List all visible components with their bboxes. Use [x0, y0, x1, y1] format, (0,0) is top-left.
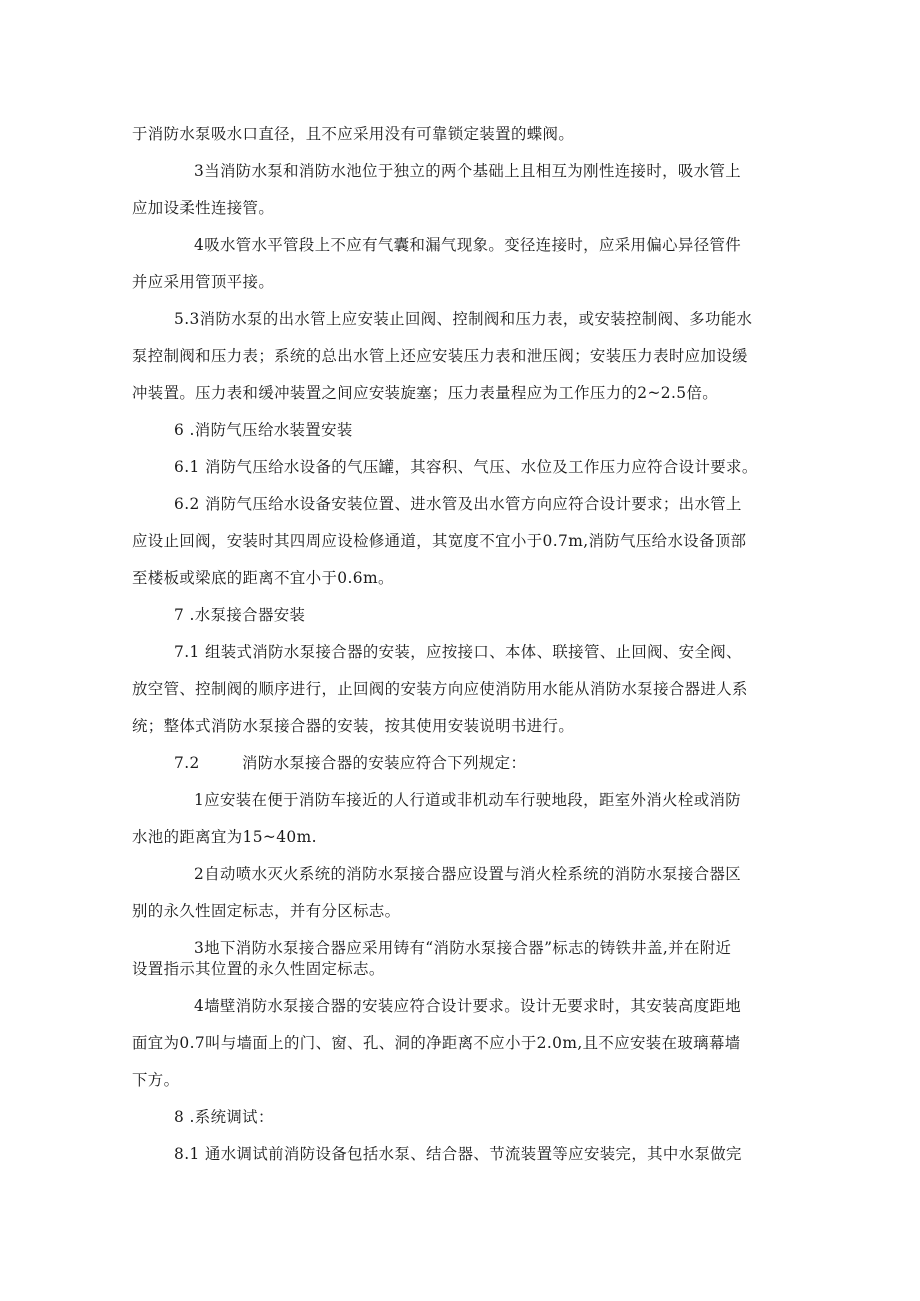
text-line: 下方。	[132, 1071, 180, 1089]
text-line: 面宜为0.7叫与墙面上的门、窗、孔、洞的净距离不应小于2.0m,且不应安装在玻璃幕墙	[132, 1034, 741, 1052]
text-line: 6.1 消防气压给水设备的气压罐，其容积、气压、水位及工作压力应符合设计要求。	[174, 458, 758, 476]
text-line: 4墙壁消防水泵接合器的安装应符合设计要求。设计无要求时，其安装高度距地	[194, 997, 742, 1015]
text-line: 至楼板或梁底的距离不宜小于0.6m。	[132, 569, 394, 587]
text-line: 冲装置。压力表和缓冲装置之间应安装旋塞；压力表量程应为工作压力的2~2.5倍。	[132, 384, 719, 402]
text-line: 7.1 组装式消防水泵接合器的安装，应按接口、本体、联接管、止回阀、安全阀、	[174, 643, 742, 661]
section-heading: 7 .水泵接合器安装	[174, 606, 306, 624]
text-line: 设置指示其位置的永久性固定标志。	[132, 960, 385, 978]
text-line: 5.3消防水泵的出水管上应安装止回阀、控制阀和压力表，或安装控制阀、多功能水	[174, 310, 753, 328]
text-line: 4吸水管水平管段上不应有气囊和漏气现象。变径连接时，应采用偏心异径管件	[194, 236, 742, 254]
text-line: 于消防水泵吸水口直径，且不应采用没有可靠锁定装置的蝶阀。	[132, 125, 575, 143]
text-line: 8.1 通水调试前消防设备包括水泵、结合器、节流装置等应安装完，其中水泵做完	[174, 1145, 742, 1163]
text-line: 应设止回阀，安装时其四周应设检修通道，其宽度不宜小于0.7m,消防气压给水设备顶部	[132, 532, 747, 550]
text-line: 应加设柔性连接管。	[132, 199, 275, 217]
section-heading: 8 .系统调试：	[174, 1108, 274, 1126]
text-line: 6.2 消防气压给水设备安装位置、进水管及出水管方向应符合设计要求；出水管上	[174, 495, 742, 513]
text-line: 并应采用管顶平接。	[132, 273, 275, 291]
text-line: 2自动喷水灭火系统的消防水泵接合器应设置与消火栓系统的消防水泵接合器区	[194, 865, 742, 883]
text-line: 3当消防水泵和消防水池位于独立的两个基础上且相互为刚性连接时，吸水管上	[194, 162, 742, 180]
text-line: 1应安装在便于消防车接近的人行道或非机动车行驶地段，距室外消火栓或消防	[194, 791, 742, 809]
text-line: 3地下消防水泵接合器应采用铸有“消防水泵接合器”标志的铸铁井盖,并在附近	[194, 939, 732, 957]
text-line: 别的永久性固定标志，并有分区标志。	[132, 902, 401, 920]
text-line: 水池的距离宜为15~40m.	[132, 828, 317, 846]
section-heading: 6 .消防气压给水装置安装	[174, 421, 353, 439]
text-line: 统；整体式消防水泵接合器的安装，按其使用安装说明书进行。	[132, 717, 575, 735]
text-line: 泵控制阀和压力表；系统的总出水管上还应安装压力表和泄压阀；安装压力表时应加设缓	[132, 347, 748, 365]
text-line: 7.2 消防水泵接合器的安装应符合下列规定：	[174, 754, 527, 772]
text-line: 放空管、控制阀的顺序进行，止回阀的安装方向应使消防用水能从消防水泵接合器进人系	[132, 680, 748, 698]
